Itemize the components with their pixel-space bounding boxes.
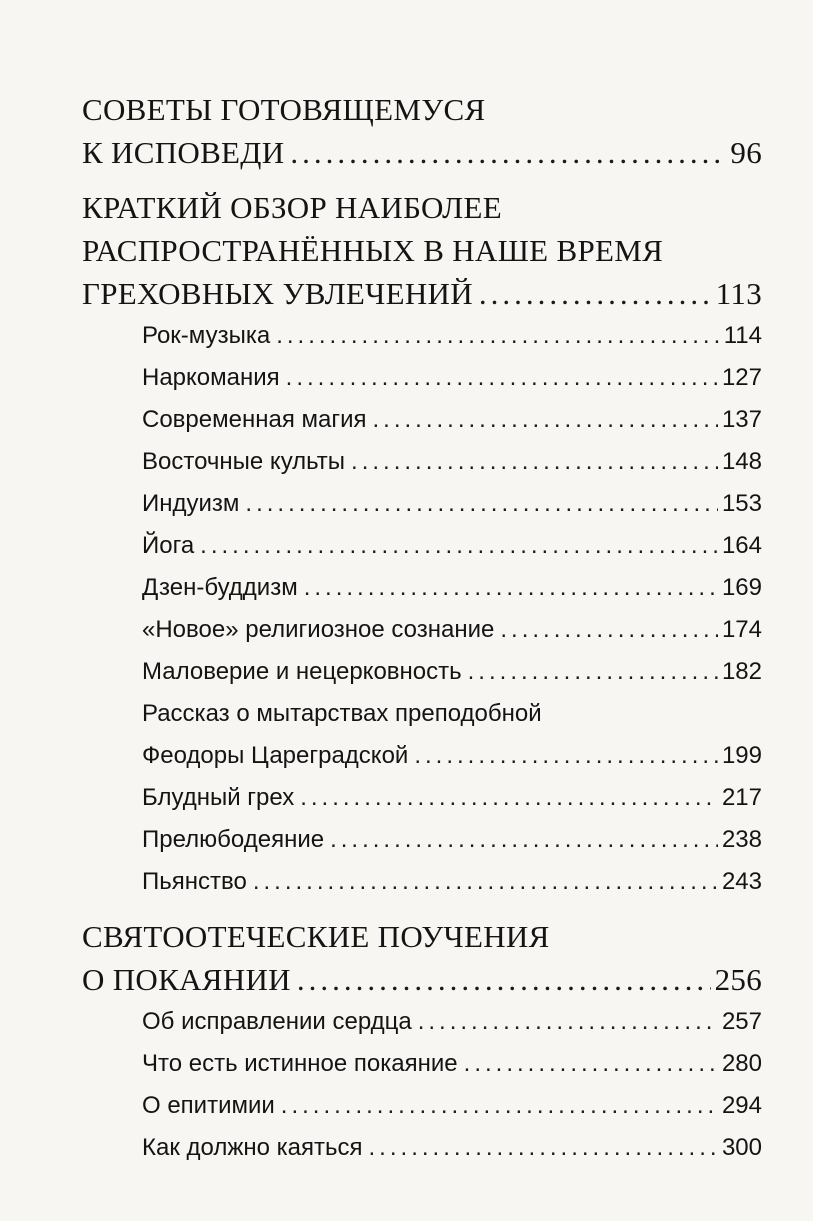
toc-subentry xyxy=(142,1127,762,1169)
toc-section-overview xyxy=(82,186,762,315)
page-number: 137 xyxy=(721,406,762,433)
dot-leader xyxy=(373,399,718,441)
dot-leader xyxy=(200,525,718,567)
page-number: 238 xyxy=(721,826,762,853)
dot-leader xyxy=(297,958,711,1001)
page-number: 174 xyxy=(721,616,762,643)
toc-subentries xyxy=(82,315,762,903)
toc-section-advice xyxy=(82,88,762,174)
toc-subentry xyxy=(142,483,762,525)
dot-leader xyxy=(500,609,718,651)
dot-leader xyxy=(281,1085,718,1127)
toc-subentry xyxy=(142,441,762,483)
section-title-line: О ПОКАЯНИИ xyxy=(82,962,291,997)
page-number: 300 xyxy=(721,1134,762,1161)
dot-leader xyxy=(253,861,718,903)
subentry-label: Маловерие и нецерковность xyxy=(142,658,462,685)
dot-leader xyxy=(414,735,718,777)
page-number: 153 xyxy=(721,490,762,517)
subentry-label: Индуизм xyxy=(142,490,240,517)
toc-subentry xyxy=(142,819,762,861)
page-number: 127 xyxy=(721,364,762,391)
toc-subentry xyxy=(142,1001,762,1043)
page-number: 114 xyxy=(723,322,762,349)
toc-subentry xyxy=(142,1085,762,1127)
toc-subentry xyxy=(142,567,762,609)
dot-leader xyxy=(245,483,718,525)
dot-leader xyxy=(286,357,718,399)
toc-section-patristic xyxy=(82,915,762,1001)
dot-leader xyxy=(468,651,718,693)
page-number: 113 xyxy=(715,276,762,311)
subentry-label: Современная магия xyxy=(142,406,367,433)
subentry-label: Рассказ о мытарствах преподобной xyxy=(142,700,542,727)
page-number: 182 xyxy=(721,658,762,685)
page-number: 148 xyxy=(721,448,762,475)
subentry-label: Блудный грех xyxy=(142,784,295,811)
dot-leader xyxy=(369,1127,718,1169)
toc-subentry xyxy=(142,861,762,903)
page-number: 280 xyxy=(721,1050,762,1077)
page-number: 294 xyxy=(721,1092,762,1119)
toc-entry xyxy=(82,131,762,174)
subentry-label: Об исправлении сердца xyxy=(142,1008,412,1035)
subentry-label: Пьянство xyxy=(142,868,247,895)
section-title-line: СВЯТООТЕЧЕСКИЕ ПОУЧЕНИЯ xyxy=(82,919,550,954)
page-number: 169 xyxy=(721,574,762,601)
page-number: 243 xyxy=(721,868,762,895)
subentry-label: Рок-музыка xyxy=(142,322,271,349)
page-number: 96 xyxy=(730,135,762,170)
toc-subentry xyxy=(142,651,762,693)
toc-subentry xyxy=(142,735,762,777)
section-title-line: СОВЕТЫ ГОТОВЯЩЕМУСЯ xyxy=(82,92,486,127)
dot-leader xyxy=(300,777,718,819)
toc-subentry xyxy=(142,315,762,357)
dot-leader xyxy=(330,819,718,861)
page-number: 164 xyxy=(721,532,762,559)
toc-entry xyxy=(82,958,762,1001)
subentry-label: Восточные культы xyxy=(142,448,346,475)
toc-subentry xyxy=(142,525,762,567)
subentry-label: Что есть истинное покаяние xyxy=(142,1050,458,1077)
toc-subentry xyxy=(142,777,762,819)
dot-leader xyxy=(418,1001,718,1043)
subentry-label: Дзен-буддизм xyxy=(142,574,298,601)
subentry-label: Феодоры Цареградской xyxy=(142,742,409,769)
page-number: 257 xyxy=(721,1008,762,1035)
toc-subentry xyxy=(142,399,762,441)
dot-leader xyxy=(276,315,720,357)
section-title-line: РАСПРОСТРАНЁННЫХ В НАШЕ ВРЕМЯ xyxy=(82,233,664,268)
subentry-label: Йога xyxy=(142,532,195,559)
page-number: 256 xyxy=(714,962,762,997)
dot-leader xyxy=(464,1043,718,1085)
toc-subentries xyxy=(82,1001,762,1169)
dot-leader xyxy=(290,131,726,174)
page-number: 217 xyxy=(721,784,762,811)
subentry-label: Наркомания xyxy=(142,364,280,391)
section-title-line: К ИСПОВЕДИ xyxy=(82,135,285,170)
dot-leader xyxy=(351,441,718,483)
subentry-label: О епитимии xyxy=(142,1092,275,1119)
toc-subentry xyxy=(142,609,762,651)
subentry-label: «Новое» религиозное сознание xyxy=(142,616,495,643)
dot-leader xyxy=(304,567,718,609)
section-title-line: КРАТКИЙ ОБЗОР НАИБОЛЕЕ xyxy=(82,190,502,225)
section-title-line: ГРЕХОВНЫХ УВЛЕЧЕНИЙ xyxy=(82,276,473,311)
toc-entry xyxy=(82,272,762,315)
page-number: 199 xyxy=(721,742,762,769)
toc-subentry xyxy=(142,357,762,399)
table-of-contents xyxy=(82,88,762,1169)
subentry-label: Как должно каяться xyxy=(142,1134,363,1161)
subentry-label: Прелюбодеяние xyxy=(142,826,325,853)
dot-leader xyxy=(479,272,712,315)
toc-subentry xyxy=(142,1043,762,1085)
